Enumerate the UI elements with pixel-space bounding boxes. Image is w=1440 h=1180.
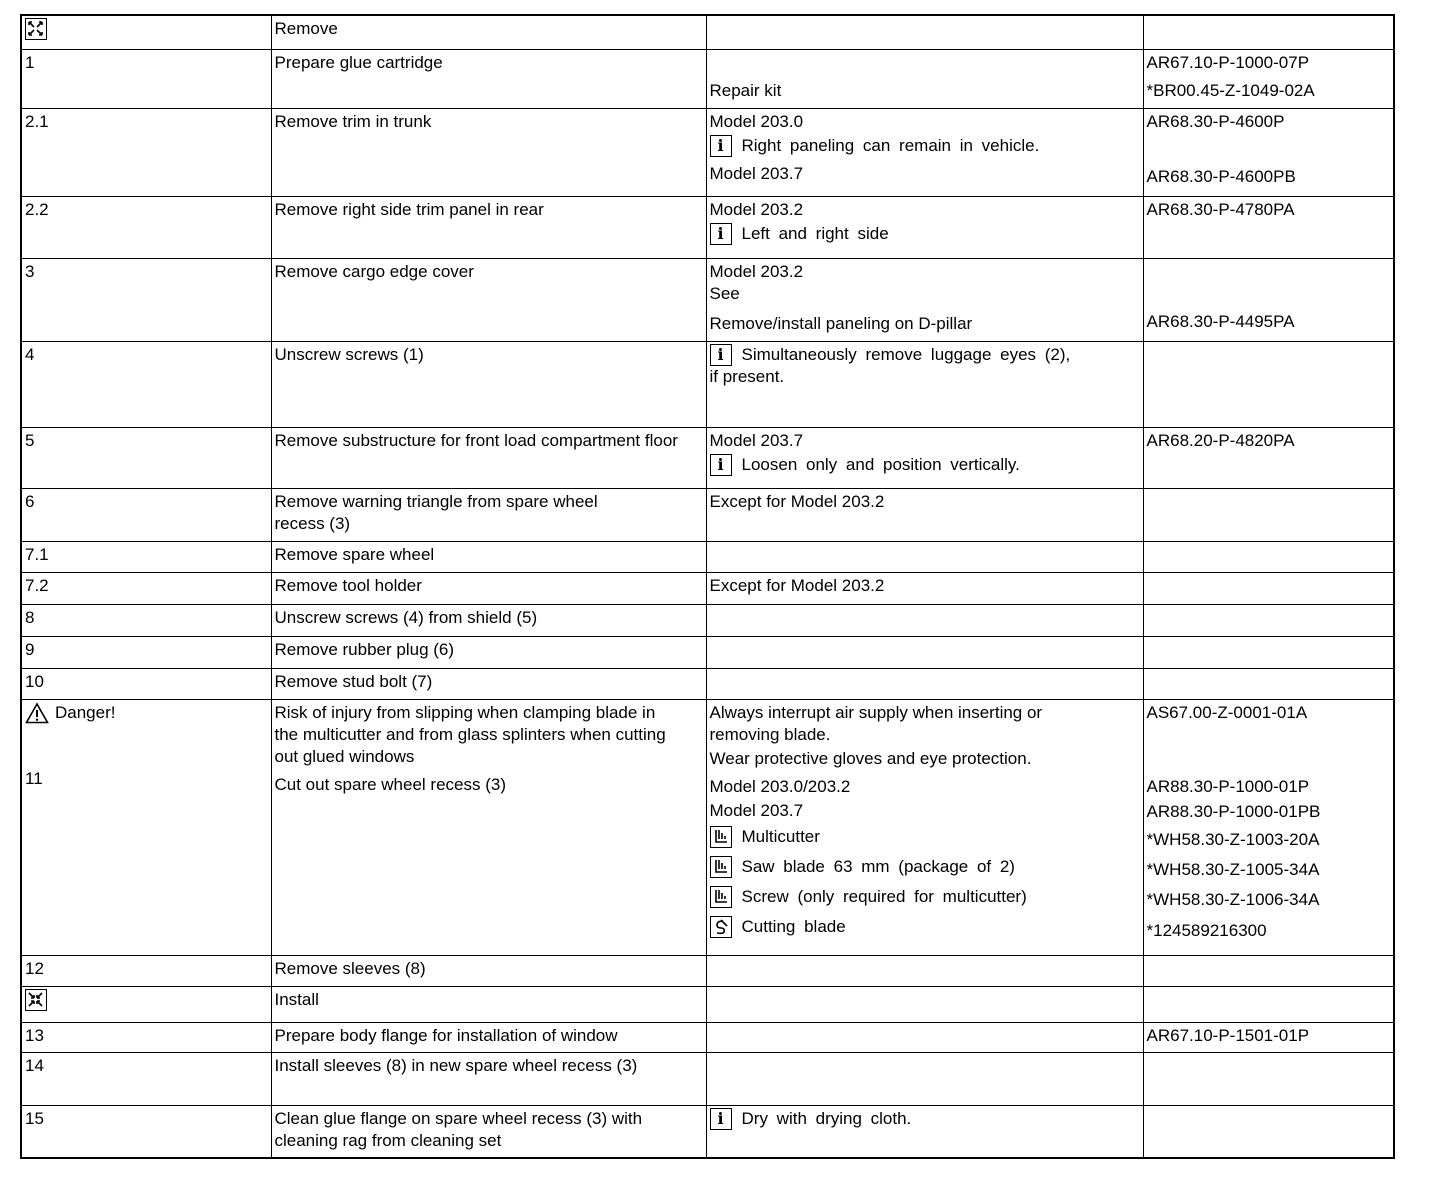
note-text: See bbox=[709, 283, 740, 303]
note-text: Simultaneously remove luggage eyes (2), bbox=[741, 344, 1071, 364]
reference-link[interactable]: AR67.10-P-1000-07P bbox=[1146, 52, 1310, 72]
step-number: 12 bbox=[25, 958, 44, 978]
note-text: Model 203.7 bbox=[709, 163, 804, 183]
info-icon: i bbox=[710, 223, 732, 245]
info-icon: i bbox=[710, 135, 732, 157]
table-row bbox=[21, 427, 1394, 488]
tool-name: Saw blade 63 mm (package of 2) bbox=[741, 856, 1015, 876]
table-row bbox=[21, 604, 1394, 636]
step-number: 7.2 bbox=[25, 575, 49, 595]
table-row bbox=[21, 108, 1394, 196]
part-number: *WH58.30-Z-1006-34A bbox=[1146, 889, 1320, 909]
special-tool-icon bbox=[710, 886, 732, 908]
action-text: Prepare body flange for installation of window bbox=[274, 1025, 618, 1045]
action-text: Remove tool holder bbox=[274, 575, 422, 595]
step-number: 10 bbox=[25, 671, 44, 691]
special-tool-icon bbox=[710, 856, 732, 878]
cutting-tool-icon bbox=[710, 916, 732, 938]
part-number: *WH58.30-Z-1005-34A bbox=[1146, 859, 1320, 879]
step-number: 7.1 bbox=[25, 544, 49, 564]
reference-link[interactable]: AR88.30-P-1000-01PB bbox=[1146, 801, 1321, 821]
action-text: Install sleeves (8) in new spare wheel recess (3) bbox=[274, 1055, 638, 1075]
install-icon bbox=[25, 989, 47, 1011]
cross-reference-link[interactable]: Remove/install paneling on D-pillar bbox=[709, 313, 973, 333]
step-number: 13 bbox=[25, 1025, 44, 1045]
table-row bbox=[21, 699, 1394, 955]
reference-link[interactable]: AR68.30-P-4600PB bbox=[1146, 166, 1296, 186]
table-row bbox=[21, 986, 1394, 1022]
note-text: Model 203.0 bbox=[709, 111, 804, 131]
ref-cell bbox=[1143, 15, 1394, 49]
table-row bbox=[21, 1022, 1394, 1052]
note-text: Model 203.7 bbox=[709, 430, 804, 450]
danger-note: Always interrupt air supply when inserting or removing blade. bbox=[709, 702, 1043, 744]
action-text: Remove trim in trunk bbox=[274, 111, 432, 131]
step-number: 1 bbox=[25, 52, 35, 72]
part-number: *124589216300 bbox=[1146, 920, 1267, 940]
tool-name: Screw (only required for multicutter) bbox=[741, 886, 1027, 906]
note-text: Model 203.2 bbox=[709, 199, 804, 219]
step-number: 9 bbox=[25, 639, 35, 659]
step-number: 6 bbox=[25, 491, 35, 511]
table-row bbox=[21, 1105, 1394, 1158]
step-number: 5 bbox=[25, 430, 35, 450]
table-row bbox=[21, 955, 1394, 986]
step-number: 2.2 bbox=[25, 199, 49, 219]
action-text: Prepare glue cartridge bbox=[274, 52, 443, 72]
action-text: Remove right side trim panel in rear bbox=[274, 199, 544, 219]
tool-name: Multicutter bbox=[741, 826, 820, 846]
action-text: Clean glue flange on spare wheel recess (3) with cleaning rag from cleaning set bbox=[274, 1108, 643, 1150]
part-number: *WH58.30-Z-1003-20A bbox=[1146, 829, 1320, 849]
note-cell bbox=[706, 15, 1143, 49]
table-row bbox=[21, 1052, 1394, 1105]
tool-name: Cutting blade bbox=[741, 916, 846, 936]
table-row bbox=[21, 488, 1394, 541]
note-text: Left and right side bbox=[741, 223, 889, 243]
reference-link[interactable]: *BR00.45-Z-1049-02A bbox=[1146, 80, 1315, 100]
action-text: Remove cargo edge cover bbox=[274, 261, 474, 281]
reference-link[interactable]: AR68.30-P-4780PA bbox=[1146, 199, 1295, 219]
note-text: Right paneling can remain in vehicle. bbox=[741, 135, 1040, 155]
step-number: 14 bbox=[25, 1055, 44, 1075]
reference-link[interactable]: AR68.30-P-4600P bbox=[1146, 111, 1285, 131]
table-row bbox=[21, 15, 1394, 49]
danger-text: Risk of injury from slipping when clamping blade in the multicutter and from glass splinters when cutting out glued windows bbox=[274, 702, 666, 766]
step-number: 8 bbox=[25, 607, 35, 627]
note-text: Dry with drying cloth. bbox=[741, 1108, 912, 1128]
action-text: Install bbox=[274, 989, 319, 1009]
repair-procedure-table bbox=[20, 14, 1395, 1159]
note-text: Repair kit bbox=[709, 80, 782, 100]
action-text: Unscrew screws (4) from shield (5) bbox=[274, 607, 538, 627]
remove-icon bbox=[25, 18, 47, 40]
info-icon: i bbox=[710, 344, 732, 366]
table-row bbox=[21, 196, 1394, 258]
action-cell: Remove bbox=[271, 15, 706, 49]
note-text: Model 203.0/203.2 bbox=[709, 776, 851, 796]
reference-link[interactable]: AR67.10-P-1501-01P bbox=[1146, 1025, 1310, 1045]
table-row bbox=[21, 668, 1394, 699]
step-cell bbox=[21, 15, 271, 49]
step-number: 3 bbox=[25, 261, 35, 281]
note-text: Loosen only and position vertically. bbox=[741, 454, 1020, 474]
special-tool-icon bbox=[710, 826, 732, 848]
table-row bbox=[21, 258, 1394, 341]
warning-triangle-icon bbox=[25, 702, 49, 724]
info-icon: i bbox=[710, 454, 732, 476]
info-icon: i bbox=[710, 1108, 732, 1130]
action-text: Remove warning triangle from spare wheel recess (3) bbox=[274, 491, 598, 533]
note-text: Except for Model 203.2 bbox=[709, 491, 885, 511]
table-row bbox=[21, 541, 1394, 572]
table-row bbox=[21, 341, 1394, 427]
action-text: Remove substructure for front load compartment floor bbox=[274, 430, 678, 450]
reference-link[interactable]: AR68.30-P-4495PA bbox=[1146, 311, 1295, 331]
step-number: 2.1 bbox=[25, 111, 49, 131]
action-text: Remove stud bolt (7) bbox=[274, 671, 433, 691]
step-number: 15 bbox=[25, 1108, 44, 1128]
action-text: Cut out spare wheel recess (3) bbox=[274, 774, 506, 794]
table-row bbox=[21, 572, 1394, 604]
action-text: Remove sleeves (8) bbox=[274, 958, 426, 978]
danger-label: Danger! bbox=[25, 702, 268, 724]
note-text: Model 203.2 bbox=[709, 261, 804, 281]
table-row bbox=[21, 49, 1394, 108]
note-text: Model 203.7 bbox=[709, 800, 804, 820]
note-text: Except for Model 203.2 bbox=[709, 575, 885, 595]
reference-link[interactable]: AR68.20-P-4820PA bbox=[1146, 430, 1295, 450]
reference-link[interactable]: AS67.00-Z-0001-01A bbox=[1146, 702, 1308, 722]
table-row bbox=[21, 636, 1394, 668]
action-text: Remove spare wheel bbox=[274, 544, 435, 564]
step-number: 11 bbox=[25, 768, 43, 788]
danger-note: Wear protective gloves and eye protection. bbox=[709, 748, 1032, 768]
reference-link[interactable]: AR88.30-P-1000-01P bbox=[1146, 776, 1310, 796]
step-number: 4 bbox=[25, 344, 35, 364]
action-text: Unscrew screws (1) bbox=[274, 344, 424, 364]
action-text: Remove rubber plug (6) bbox=[274, 639, 455, 659]
note-text: if present. bbox=[709, 366, 785, 386]
